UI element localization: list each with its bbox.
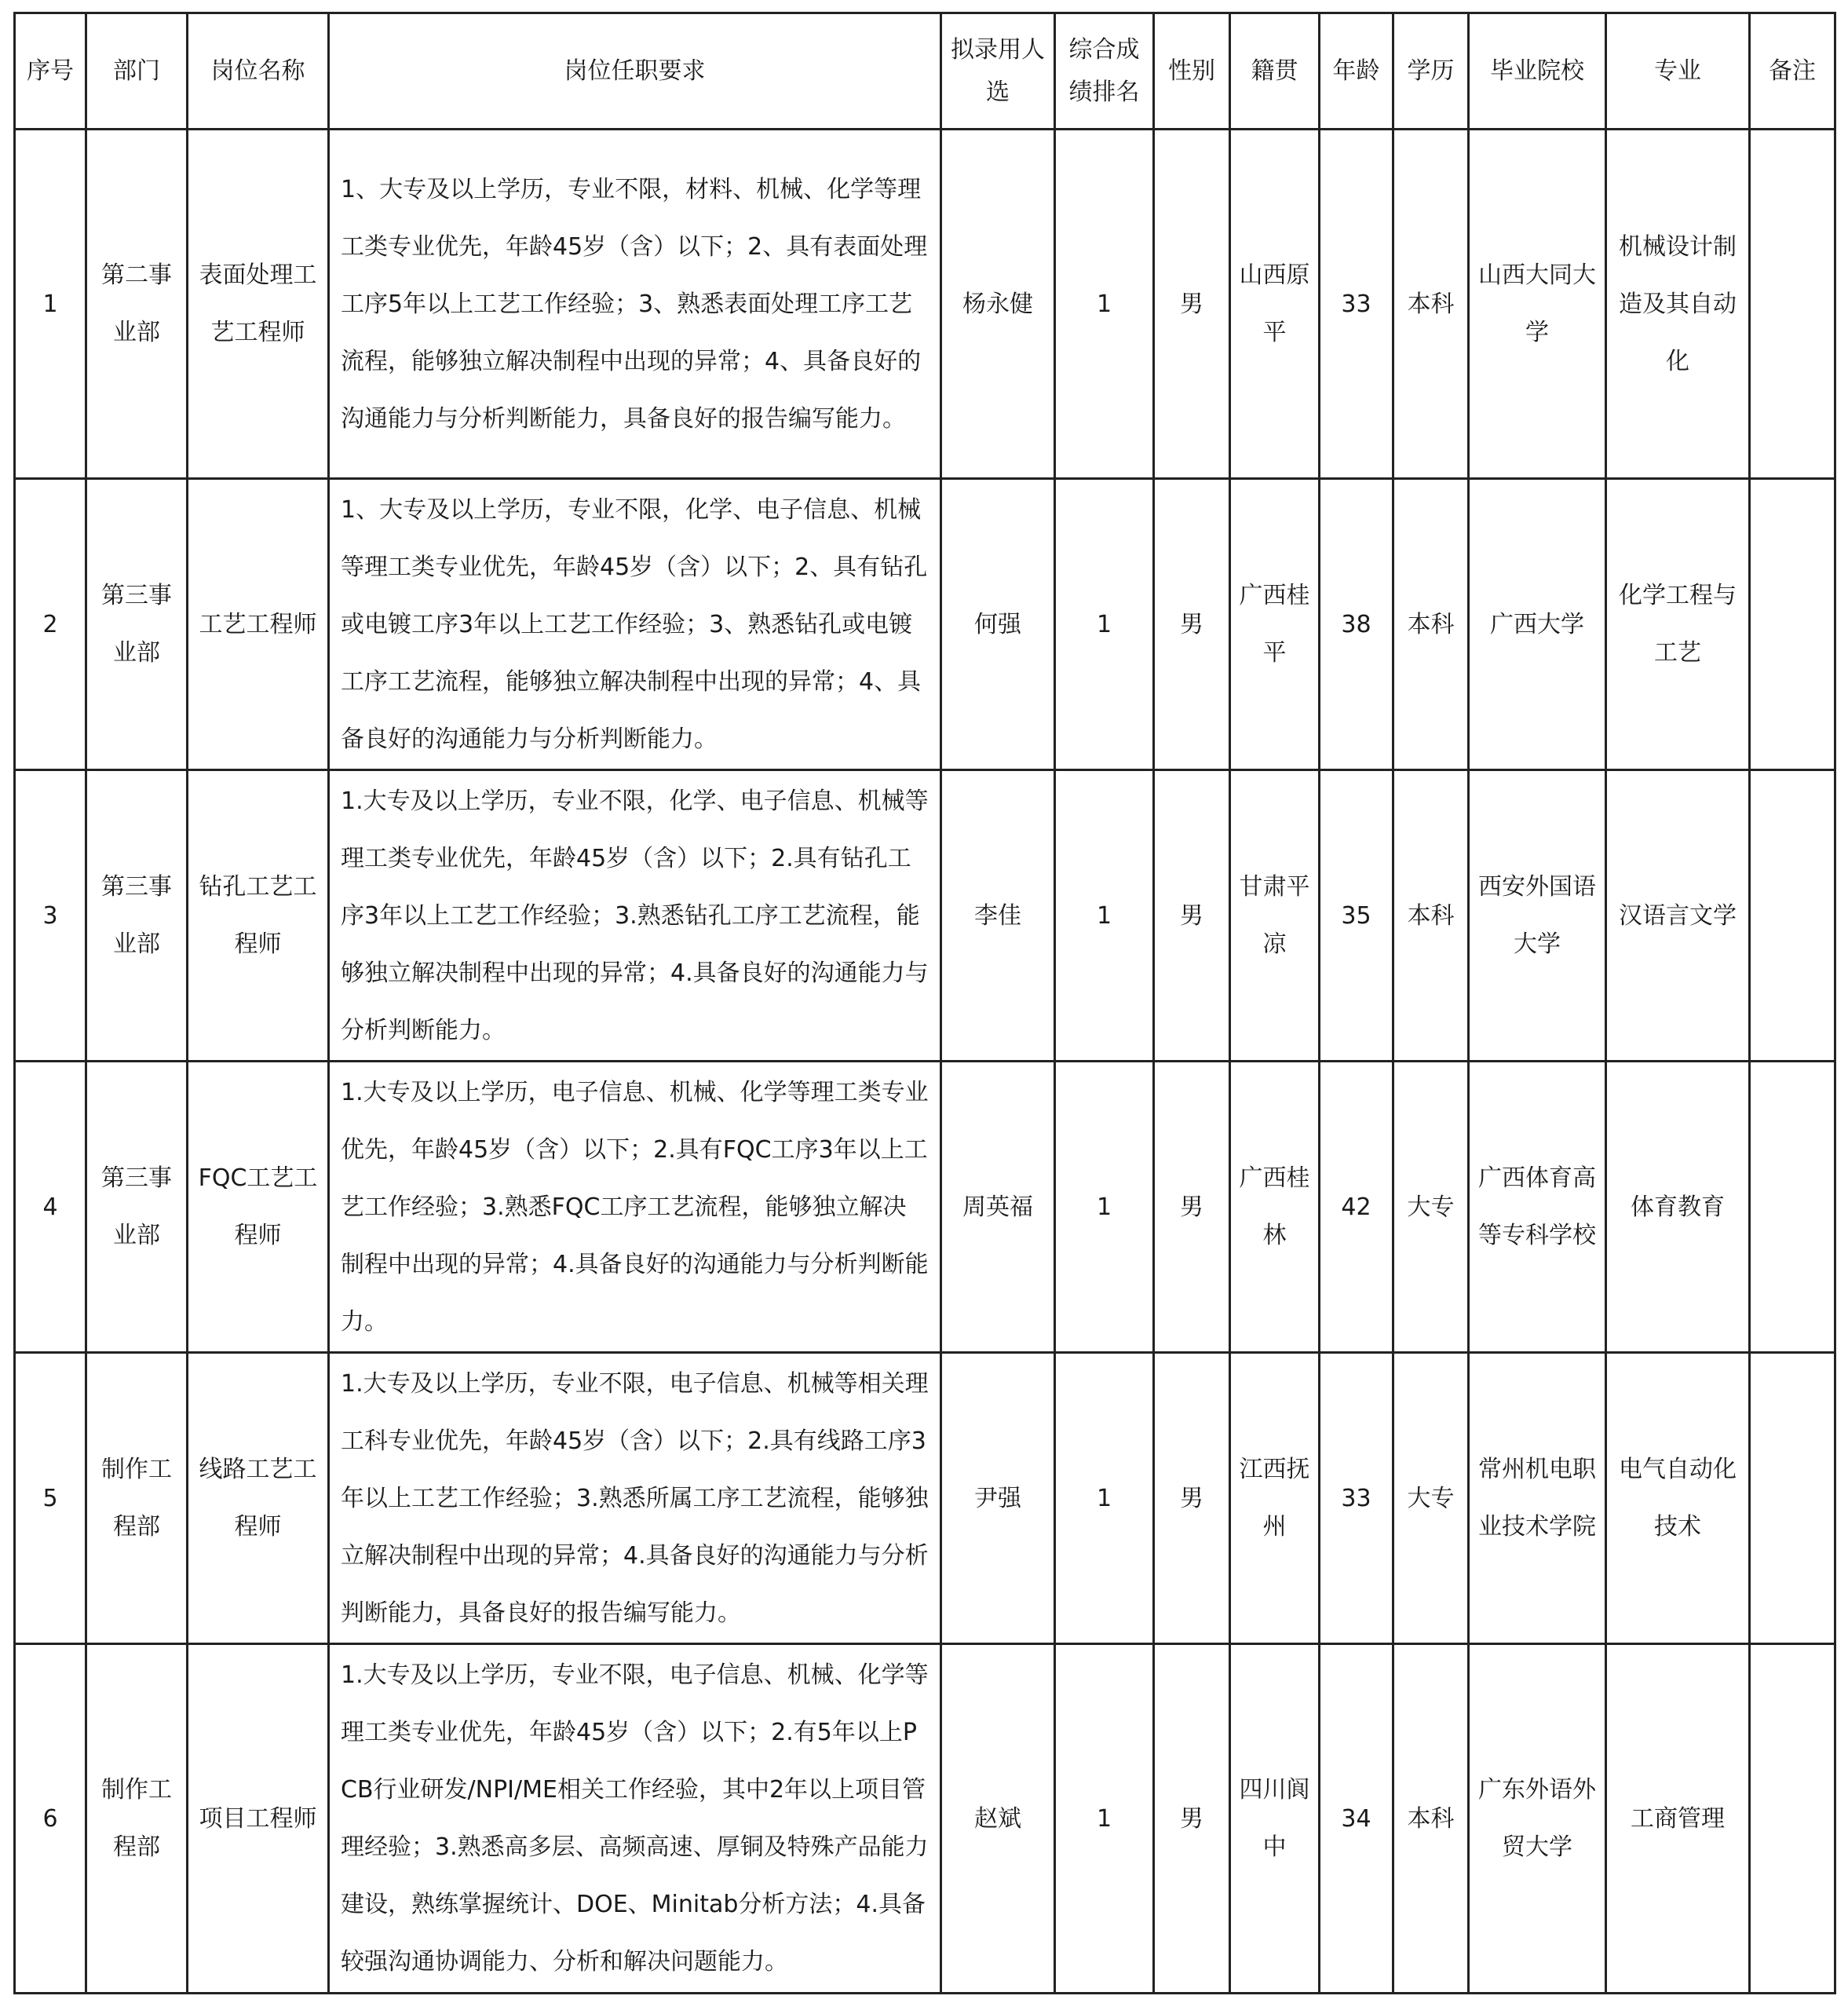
- cell-gender: 男: [1154, 1062, 1230, 1353]
- cell-remarks: [1750, 130, 1835, 479]
- header-education: 学历: [1393, 13, 1469, 130]
- cell-age: 35: [1320, 770, 1393, 1062]
- cell-dept: 第三事业部: [86, 479, 188, 770]
- cell-age: 34: [1320, 1644, 1393, 1994]
- cell-education: 本科: [1393, 770, 1469, 1062]
- cell-school: 常州机电职业技术学院: [1469, 1353, 1606, 1644]
- cell-origin: 广西桂平: [1230, 479, 1320, 770]
- cell-age: 42: [1320, 1062, 1393, 1353]
- table-row: [15, 130, 1835, 479]
- cell-gender: 男: [1154, 1353, 1230, 1644]
- cell-major: 化学工程与工艺: [1606, 479, 1750, 770]
- cell-position: 工艺工程师: [188, 479, 329, 770]
- cell-dept: 制作工程部: [86, 1644, 188, 1994]
- cell-origin: 广西桂林: [1230, 1062, 1320, 1353]
- cell-rank: 1: [1055, 770, 1154, 1062]
- header-candidate: 拟录用人选: [941, 13, 1055, 130]
- cell-major: 体育教育: [1606, 1062, 1750, 1353]
- cell-seq: 4: [15, 1062, 86, 1353]
- cell-seq: 6: [15, 1644, 86, 1994]
- cell-education: 本科: [1393, 130, 1469, 479]
- cell-origin: 甘肃平凉: [1230, 770, 1320, 1062]
- cell-rank: 1: [1055, 130, 1154, 479]
- cell-candidate: 尹强: [941, 1353, 1055, 1644]
- table-row: [15, 770, 1835, 1062]
- cell-requirements: 1.大专及以上学历，专业不限，电子信息、机械等相关理工科专业优先，年龄45岁（含）以下；2.具有线路工序3年以上工艺工作经验；3.熟悉所属工序工艺流程，能够独立解决制程中出现的异常；4.具备良好的沟通能力与分析判断能力，具备良好的报告编写能力。: [329, 1353, 941, 1644]
- cell-dept: 第三事业部: [86, 1062, 188, 1353]
- cell-education: 本科: [1393, 1644, 1469, 1994]
- cell-major: 汉语言文学: [1606, 770, 1750, 1062]
- cell-remarks: [1750, 1353, 1835, 1644]
- cell-school: 广东外语外贸大学: [1469, 1644, 1606, 1994]
- cell-candidate: 何强: [941, 479, 1055, 770]
- cell-gender: 男: [1154, 130, 1230, 479]
- cell-requirements: 1.大专及以上学历，专业不限，化学、电子信息、机械等理工类专业优先，年龄45岁（含）以下；2.具有钻孔工序3年以上工艺工作经验；3.熟悉钻孔工序工艺流程，能够独立解决制程中出现的异常；4.具备良好的沟通能力与分析判断能力。: [329, 770, 941, 1062]
- cell-requirements: 1.大专及以上学历，电子信息、机械、化学等理工类专业优先，年龄45岁（含）以下；2.具有FQC工序3年以上工艺工作经验；3.熟悉FQC工序工艺流程，能够独立解决制程中出现的异常；4.具备良好的沟通能力与分析判断能力。: [329, 1062, 941, 1353]
- cell-major: 工商管理: [1606, 1644, 1750, 1994]
- header-age: 年龄: [1320, 13, 1393, 130]
- cell-rank: 1: [1055, 479, 1154, 770]
- header-row: [15, 13, 1835, 130]
- header-remarks: 备注: [1750, 13, 1835, 130]
- cell-position: 项目工程师: [188, 1644, 329, 1994]
- table-row: [15, 1644, 1835, 1994]
- header-dept: 部门: [86, 13, 188, 130]
- cell-candidate: 周英福: [941, 1062, 1055, 1353]
- cell-school: 西安外国语大学: [1469, 770, 1606, 1062]
- table-row: [15, 1353, 1835, 1644]
- cell-rank: 1: [1055, 1353, 1154, 1644]
- cell-seq: 3: [15, 770, 86, 1062]
- cell-position: 表面处理工艺工程师: [188, 130, 329, 479]
- cell-dept: 第三事业部: [86, 770, 188, 1062]
- cell-rank: 1: [1055, 1062, 1154, 1353]
- cell-requirements: 1、大专及以上学历，专业不限，化学、电子信息、机械等理工类专业优先，年龄45岁（含）以下；2、具有钻孔或电镀工序3年以上工艺工作经验；3、熟悉钻孔或电镀工序工艺流程，能够独立解决制程中出现的异常；4、具备良好的沟通能力与分析判断能力。: [329, 479, 941, 770]
- cell-age: 33: [1320, 1353, 1393, 1644]
- cell-seq: 5: [15, 1353, 86, 1644]
- cell-school: 广西体育高等专科学校: [1469, 1062, 1606, 1353]
- cell-requirements: 1.大专及以上学历，专业不限，电子信息、机械、化学等理工类专业优先，年龄45岁（含）以下；2.有5年以上PCB行业研发/NPI/ME相关工作经验，其中2年以上项目管理经验；3.熟悉高多层、高频高速、厚铜及特殊产品能力建设，熟练掌握统计、DOE、Minitab分析方法；4.具备较强沟通协调能力、分析和解决问题能力。: [329, 1644, 941, 1994]
- cell-remarks: [1750, 1644, 1835, 1994]
- cell-origin: 四川阆中: [1230, 1644, 1320, 1994]
- cell-requirements: 1、大专及以上学历，专业不限，材料、机械、化学等理工类专业优先，年龄45岁（含）以下；2、具有表面处理工序5年以上工艺工作经验；3、熟悉表面处理工序工艺流程，能够独立解决制程中出现的异常；4、具备良好的沟通能力与分析判断能力，具备良好的报告编写能力。: [329, 130, 941, 479]
- cell-dept: 制作工程部: [86, 1353, 188, 1644]
- cell-remarks: [1750, 1062, 1835, 1353]
- cell-seq: 1: [15, 130, 86, 479]
- cell-school: 山西大同大学: [1469, 130, 1606, 479]
- header-gender: 性别: [1154, 13, 1230, 130]
- cell-dept: 第二事业部: [86, 130, 188, 479]
- cell-remarks: [1750, 479, 1835, 770]
- header-origin: 籍贯: [1230, 13, 1320, 130]
- cell-remarks: [1750, 770, 1835, 1062]
- cell-position: 线路工艺工程师: [188, 1353, 329, 1644]
- cell-candidate: 杨永健: [941, 130, 1055, 479]
- cell-gender: 男: [1154, 1644, 1230, 1994]
- header-major: 专业: [1606, 13, 1750, 130]
- cell-age: 33: [1320, 130, 1393, 479]
- cell-origin: 山西原平: [1230, 130, 1320, 479]
- recruitment-table: [13, 12, 1836, 1994]
- cell-rank: 1: [1055, 1644, 1154, 1994]
- cell-education: 大专: [1393, 1062, 1469, 1353]
- cell-origin: 江西抚州: [1230, 1353, 1320, 1644]
- cell-education: 大专: [1393, 1353, 1469, 1644]
- cell-education: 本科: [1393, 479, 1469, 770]
- cell-position: 钻孔工艺工程师: [188, 770, 329, 1062]
- header-school: 毕业院校: [1469, 13, 1606, 130]
- cell-position: FQC工艺工程师: [188, 1062, 329, 1353]
- table-row: [15, 1062, 1835, 1353]
- header-seq: 序号: [15, 13, 86, 130]
- header-requirements: 岗位任职要求: [329, 13, 941, 130]
- cell-major: 电气自动化技术: [1606, 1353, 1750, 1644]
- cell-age: 38: [1320, 479, 1393, 770]
- cell-candidate: 李佳: [941, 770, 1055, 1062]
- cell-gender: 男: [1154, 479, 1230, 770]
- cell-candidate: 赵斌: [941, 1644, 1055, 1994]
- cell-major: 机械设计制造及其自动化: [1606, 130, 1750, 479]
- cell-school: 广西大学: [1469, 479, 1606, 770]
- cell-gender: 男: [1154, 770, 1230, 1062]
- table-row: [15, 479, 1835, 770]
- cell-seq: 2: [15, 479, 86, 770]
- header-rank: 综合成绩排名: [1055, 13, 1154, 130]
- header-position: 岗位名称: [188, 13, 329, 130]
